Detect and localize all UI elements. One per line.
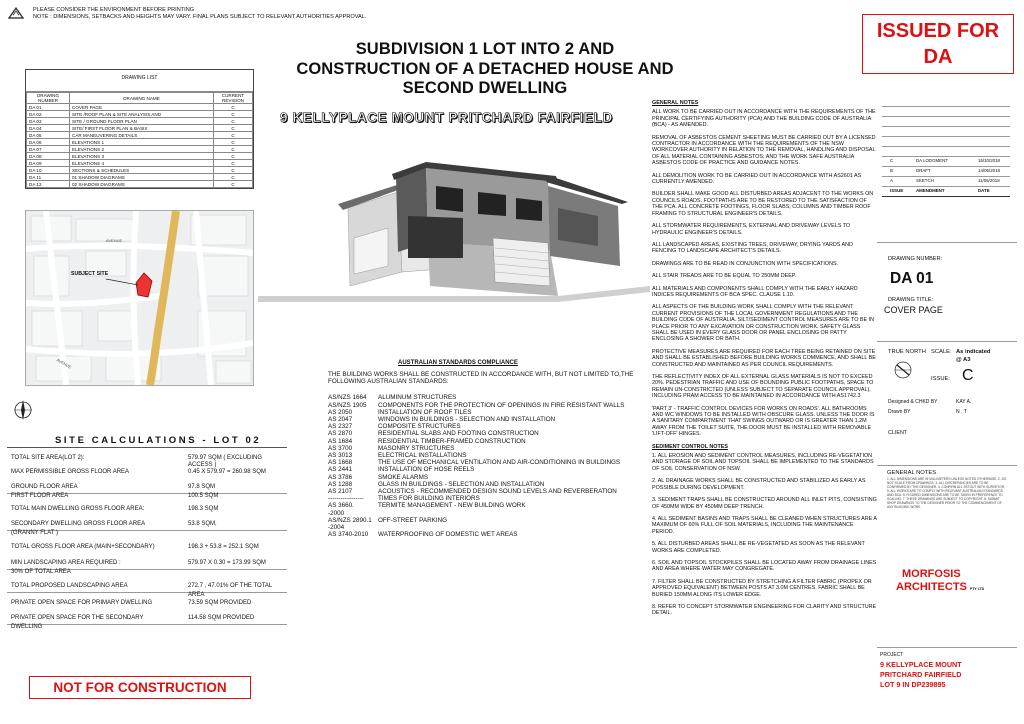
- table-row: [27, 153, 253, 160]
- calc-label: PRIVATE OPEN SPACE FOR THE SECONDARY: [11, 615, 144, 621]
- standard-description: OFF-STREET PARKING: [378, 516, 448, 524]
- drawing-number-cell: DA 03: [27, 118, 70, 125]
- drawing-title: COVER PAGE: [884, 305, 943, 315]
- firm-name-line-2: ARCHITECTS: [896, 581, 967, 593]
- page-title: [250, 40, 720, 99]
- aus-standards-list: [328, 371, 653, 538]
- aus-standards-intro: THE BUILDING WORKS SHALL BE CONSTRUCTED IN ACCORDANCE WITH, BUT NOT LIMITED TO,THE FOLLOWING AUSTRALIAN STANDARDS:: [328, 371, 634, 386]
- standard-code: AS 3013: [328, 452, 353, 460]
- list-item: [328, 524, 653, 531]
- standard-description: ALUMINUM STRUCTURES: [378, 394, 457, 402]
- divider: [877, 647, 1017, 648]
- revision-issue: A: [890, 178, 893, 183]
- standard-description: TIMES FOR BUILDING INTERIORS: [378, 495, 480, 503]
- table-row: [7, 624, 287, 630]
- drawing-name-cell: CAR MANEUVERING DETAILS: [70, 132, 214, 139]
- drawing-name-cell: SITE / GROUND FLOOR PLAN: [70, 118, 214, 125]
- calc-label: MAX PERMISSIBLE GROSS FLOOR AREA: [11, 469, 130, 475]
- note-paragraph: ALL WORK TO BE CARRIED OUT IN ACCORDANCE WITH THE REQUIREMENTS OF THE PRINCIPAL CERTIFYING AUTHORITY (PCA) AND THE BUILDING CODE OF AUSTRALIA (BCA) - AS AMENDED.: [652, 109, 876, 129]
- title-line-2: CONSTRUCTION OF A DETACHED HOUSE AND: [296, 59, 674, 78]
- table-row: [27, 104, 253, 111]
- issue-value: C: [962, 367, 974, 384]
- note-paragraph: ALL ASPECTS OF THE BUILDING WORK SHALL COMPLY WITH THE RELEVANT CURRENT PROVISIONS OF THE LOCAL GOVERNMENT REGULATIONS AND THE BUILDING CODE OF AUSTRALIA. SILT/SEDIMENT CONTROL MEASURES ARE TO BE IN PLACE PRIOR TO ANY EXCAVATION OR CONSTRUCTION WORK. SAFETY GLASS SHALL BE USED IN EVERY GLASS DOOR OR PANEL ENCLOSING OR PATTY ENCLOSING A SHOWER OR BATH.: [652, 304, 874, 343]
- calc-label: 30% OF TOTAL AREA: [11, 569, 71, 575]
- sediment-note: 2. AL DRAINAGE WORKS SHALL BE CONSTRUCTED AND STABILIZED AS EARLY AS POSSIBLE DURING DEVELOPMENT.: [652, 478, 866, 491]
- scale-value: As indicated: [956, 349, 991, 355]
- standard-description: ACOUSTICS - RECOMMENDED DESIGN SOUND LEVELS AND REVERBERATION: [378, 488, 617, 496]
- table-row: [27, 111, 253, 118]
- project-line-3: LOT 9 IN DP239895: [880, 680, 946, 689]
- divider: [877, 465, 1017, 466]
- scale-label: SCALE:: [931, 349, 952, 355]
- revision-issue: C: [890, 158, 894, 163]
- list-item: [328, 409, 653, 416]
- revision-cell: C: [214, 181, 253, 188]
- drawing-name-cell: 01 SHADOW DIAGRAMS: [70, 174, 214, 181]
- sediment-notes-heading: SEDIMENT CONTROL NOTES: [652, 443, 728, 450]
- note-paragraph: THE REFLECTIVITY INDEX OF ALL EXTERNAL GLASS MATERIALS IS NOT TO EXCEED 20%. PEDESTRIAN TRAFFIC AND USE OF BOUNDING PUBLIC FOOTPATHS, SPACE TO REMAIN UN-CONSTRICTED (UNLESS SUBJECT TO SEPARATE COUNCIL APPROVAL), INCLUDING PRAM ACCESS TO BE MAINTAINED IN ACCORDANCE WITH AS1742.3: [652, 374, 874, 400]
- standard-code: AS 3700: [328, 444, 353, 452]
- calc-label: SECONDARY DWELLING GROSS FLOOR AREA: [11, 521, 146, 527]
- drawing-number-cell: DA 10: [27, 167, 70, 174]
- list-item: [328, 445, 653, 452]
- standard-description: THE USE OF MECHANICAL VENTILATION AND AIR-CONDITIONING IN BUILDINGS: [378, 459, 621, 467]
- table-row: [27, 146, 253, 153]
- environment-note: PLEASE CONSIDER THE ENVIRONMENT BEFORE PRINTING: [33, 7, 195, 13]
- drawing-list: [25, 69, 254, 189]
- calc-value: 198.3 SQM: [188, 506, 219, 512]
- not-for-construction-stamp: NOT FOR CONSTRUCTION: [29, 676, 251, 699]
- title-line-1: SUBDIVISION 1 LOT INTO 2 AND: [355, 40, 615, 58]
- list-item: [328, 430, 653, 437]
- drawing-number-cell: DA 06: [27, 139, 70, 146]
- drawing-number-cell: DA 05: [27, 132, 70, 139]
- revision-cell: C: [214, 160, 253, 167]
- list-item: [328, 474, 653, 481]
- firm-name-line-1: MORFOSIS: [902, 568, 961, 580]
- project-details: [880, 660, 962, 690]
- revision-cell: C: [214, 132, 253, 139]
- calc-value: 100.5 SQM: [188, 493, 219, 499]
- note-paragraph: REMOVAL OF ASBESTOS CEMENT SHEETING MUST BE CARRIED OUT BY A LICENSED CONTRACTOR IN ACCORDANCE WITH THE REQUIREMENTS OF THE NSW WORKCOVER AUTHORITY IN RELATION TO THE REMOVAL, HANDLING AND DISPOSAL OF ALL MATERIAL CONTAINING ASBESTOS; AND THE WORK SAFE AUSTRALIA ASBESTOS CODE OF PRACTICE AND GUIDANCE NOTES.: [652, 134, 876, 167]
- standard-code: AS 1684: [328, 437, 353, 445]
- revision-date: 14/05/2018: [978, 168, 1000, 173]
- standard-description: RESIDENTIAL SLABS AND FOOTING CONSTRUCTION: [378, 430, 539, 438]
- list-item: [328, 416, 653, 423]
- aus-standards-heading: AUSTRALIAN STANDARDS COMPLIANCE: [398, 360, 518, 366]
- calc-label: TOTAL SITE AREA(LOT 2):: [11, 455, 85, 461]
- firm-suffix: PTY LTD: [969, 587, 985, 591]
- calc-value: 579.97 SQM ( EXCLUDING ACCESS ): [188, 455, 263, 468]
- calc-value: 272.7 , 47.01% OF THE TOTAL: [188, 583, 273, 589]
- firm-logo: [896, 568, 984, 596]
- list-item: [328, 438, 653, 445]
- designed-by: KAY A.: [956, 399, 972, 405]
- standard-code: AS 2327: [328, 423, 353, 431]
- col-drawing-name: DRAWING NAME: [70, 93, 214, 104]
- note-paragraph: ALL LANDSCAPED AREAS, EXISTING TREES, DRIVEWAY, DRYING YARDS AND FENCING TO LANDSCAPE ARCHITECT'S DETAILS.: [652, 241, 853, 255]
- dimension-note: NOTE : DIMENSIONS, SETBACKS AND HEIGHTS MAY VARY. FINAL PLANS SUBJECT TO RELEVANT AUTHORITIES APPROVAL.: [33, 14, 367, 20]
- drawing-number-cell: DA 04: [27, 125, 70, 132]
- drawing-number: DA 01: [890, 270, 934, 287]
- revision-cell: C: [214, 153, 253, 160]
- revision-cell: C: [214, 111, 253, 118]
- table-row: [27, 139, 253, 146]
- designed-label: Designed & CHKD BY: [888, 399, 938, 405]
- project-address: 9 KELLYPLACE MOUNT PRITCHARD FAIRFIELD: [280, 110, 613, 125]
- calc-value: 198.3 + 53.8 = 252.1 SQM: [188, 544, 259, 550]
- drawing-name-cell: SITE/ FIRST FLOOR PLAN & BASIX: [70, 125, 214, 132]
- calc-label: TOTAL PROPOSED LANDSCAPING AREA: [11, 583, 128, 589]
- revision-cell: C: [214, 118, 253, 125]
- house-render-image: [258, 146, 650, 346]
- revision-date: 16/10/2018: [978, 158, 1000, 163]
- street-label: AVENUE: [55, 357, 73, 370]
- revision-header: ISSUE AMENDMENT DATE: [882, 186, 1010, 197]
- drawing-list-table: [26, 92, 253, 188]
- drawing-name-cell: COVER PAGE: [70, 104, 214, 111]
- revision-cell: C: [214, 167, 253, 174]
- issued-line-1: ISSUED FOR: [876, 20, 1000, 42]
- divider: [877, 341, 1017, 342]
- drawing-number-cell: DA 01: [27, 104, 70, 111]
- standard-code: AS 1288: [328, 480, 353, 488]
- note-paragraph: 'PART 3' - TRAFFIC CONTROL DEVICES FOR WORKS ON ROADS'. ALL BATHROOMS AND WC WINDOWS TO BE INSTALLED WITH OBSCURE GLASS. UNLESS THE DOOR IS A SANITARY COMPARTMENT THAT SWINGS OUTWARD OR IS GREATER THAN 1.2M AWAY FROM THE TOILET SUITE, THE DOOR MUST BE INSTALLED WITH REMOVABLE 'LIFT-OFF' HINGES.: [652, 405, 875, 438]
- location-map: [25, 210, 254, 386]
- drawing-number-cell: DA 07: [27, 146, 70, 153]
- note-paragraph: ALL STAIR TREADS ARE TO BE EQUAL TO 250MM DEEP.: [652, 273, 797, 280]
- revision-amend: DRAFT: [916, 168, 931, 173]
- north-arrow-icon: [12, 398, 34, 422]
- revision-cell: C: [214, 146, 253, 153]
- drawing-list-heading: DRAWING LIST: [26, 70, 253, 92]
- table-row: [7, 493, 287, 499]
- calc-value: 114.58 SQM PROVIDED: [188, 615, 255, 621]
- subject-site-label: SUBJECT SITE: [71, 271, 109, 277]
- standard-code: AS/NZS 1905: [328, 401, 367, 409]
- revision-date: 11/05/2018: [978, 178, 1000, 183]
- standard-code: AS 2107: [328, 488, 353, 496]
- list-item: [328, 495, 653, 502]
- standard-description: WINDOWS IN BUILDINGS - SELECTION AND INSTALLATION: [378, 416, 556, 424]
- project-label: PROJECT: [880, 652, 904, 658]
- calc-value: 53.8 SQM,: [188, 521, 217, 527]
- table-row: [7, 530, 287, 536]
- issued-line-2: DA: [923, 46, 953, 68]
- general-notes-heading: GENERAL NOTES: [652, 100, 699, 106]
- paper-size: @ A3: [956, 357, 971, 363]
- standard-description: COMPOSITE STRUCTURES: [378, 423, 461, 431]
- list-item: [328, 466, 653, 473]
- standard-description: WATERPROOFING OF DOMESTIC WET AREAS: [378, 531, 518, 539]
- drawn-by: N . T: [956, 409, 967, 415]
- drawing-name-cell: SITE /ROOF PLAN & SITE ANALYSIS AND: [70, 111, 214, 118]
- standard-description: COMPONENTS FOR THE PROTECTION OF OPENINGS IN FIRE RESISTANT WALLS: [378, 401, 625, 409]
- revision-cell: C: [214, 139, 253, 146]
- table-row: [27, 125, 253, 132]
- list-item: [328, 531, 653, 538]
- revision-cell: C: [214, 174, 253, 181]
- note-paragraph: ALL STORMWATER REQUIREMENTS, EXTERNAL AND DRIVEWAY LEVELS TO HYDRAULIC ENGINEER'S DETAILS.: [652, 223, 851, 236]
- revision-cell: C: [214, 125, 253, 132]
- drawing-number-label: DRAWING NUMBER:: [888, 256, 943, 262]
- standard-description: RESIDENTIAL TIMBER-FRAMED CONSTRUCTION: [378, 437, 526, 445]
- note-paragraph: ALL MATERIALS AND COMPONENTS SHALL COMPLY WITH THE EARLY HAZARD INDICES REQUIREMENTS OF BCA SPEC. CLAUSE 1.10.: [652, 285, 858, 298]
- standard-code: AS 2047: [328, 416, 353, 424]
- table-row: [27, 167, 253, 174]
- list-item: [328, 402, 653, 409]
- drawing-title-label: DRAWING TITLE:: [888, 297, 934, 303]
- sediment-note: 7. FILTER SHALL BE CONSTRUCTED BY STRETCHING A FILTER FABRIC (PROPEX OR APPROVED EQUIVALENT) BETWEEN POSTS AT 3.0M CENTRES. FABRIC SHALL BE BURIED 150MM ALONG ITS LOWER EDGE.: [652, 578, 872, 598]
- sediment-note: 8. REFER TO CONCEPT STORMWATER ENGINEERING FOR CLARITY AND STRUCTURE DETAIL.: [652, 603, 877, 617]
- issue-label: ISSUE:: [931, 376, 951, 382]
- revision-cell: C: [214, 104, 253, 111]
- standard-description: INSTALLATION OF HOSE REELS: [378, 466, 475, 474]
- note-paragraph: ALL DEMOLITION WORK TO BE CARRIED OUT IN ACCORDANCE WITH AS2601 AS CURRENTLY AMENDED.: [652, 172, 862, 186]
- revision-issue: B: [890, 168, 893, 173]
- col-drawing-number: DRAWING NUMBER: [27, 93, 70, 104]
- col-current-revision: CURRENT REVISION: [214, 93, 253, 104]
- standard-code: AS 2441: [328, 466, 353, 474]
- list-item: [328, 452, 653, 459]
- table-row: [27, 160, 253, 167]
- standard-code: AS 2870: [328, 430, 353, 438]
- list-item: [328, 502, 653, 509]
- standard-code: AS 2050: [328, 408, 353, 416]
- drawing-name-cell: ELEVATIONS 3: [70, 153, 214, 160]
- title-block-notes-heading: GENERAL NOTES: [887, 470, 937, 476]
- calc-label: (GRANNY FLAT ): [11, 530, 59, 536]
- revision-amend: SKETCH: [916, 178, 934, 183]
- top-note: [33, 7, 366, 21]
- calc-label: MIN LANDSCAPING AREA REQUIRED :: [11, 560, 121, 566]
- note-paragraph: BUILDER SHALL MAKE GOOD ALL DISTURBED AREAS ADJACENT TO THE WORKS ON COUNCILS ROADS. FOOTPATHS ARE TO BE RESTORED TO THE SATISFACTION OF THE PCA. ALL CONCRETE FOOTINGS, FLOOR SLABS, COLUMNS AND TIMBER ROOF FRAMING TO STRUCTURAL ENGINEER'S DETAILS.: [652, 191, 874, 217]
- street-label: AVENUE: [106, 238, 123, 243]
- standard-description: INSTALLATION OF ROOF TILES: [378, 408, 472, 416]
- revision-amend: DA LODGMENT: [916, 158, 948, 163]
- table-row: [27, 181, 253, 188]
- standard-code: AS 3740-2010: [328, 531, 369, 539]
- client-label: CLIENT: [888, 430, 908, 436]
- revision-table: [882, 96, 1010, 206]
- calc-label: TOTAL MAIN DWELLING GROSS FLOOR AREA:: [11, 506, 145, 512]
- list-item: [328, 481, 653, 488]
- drawn-label: Drawn BY: [888, 409, 911, 415]
- drawing-name-cell: SECTIONS & SCHEDULES: [70, 167, 214, 174]
- note-paragraph: PROTECTIVE MEASURES ARE REQUIRED FOR EACH TREE BEING RETAINED ON SITE AND SHALL BE ESTABLISHED BEFORE BUILDING WORKS COMMENCE, AND SHALL BE CONSTRUCTED AND MAINTAINED AS PER COUNCIL REQUIREMENTS.: [652, 348, 876, 368]
- standard-code: -2004: [328, 524, 345, 532]
- standard-description: MASONRY STRUCTURES: [378, 444, 455, 452]
- divider: [877, 242, 1017, 243]
- sediment-note: 4. ALL SEDIMENT BASINS AND TRAPS SHALL BE CLEANED WHEN STRUCTURES ARE A MAXIMUM OF 60% FULL OF SOIL MATERIALS, INCLUDING THE MAINTENANCE PERIOD.: [652, 515, 877, 535]
- drawing-number-cell: DA 08: [27, 153, 70, 160]
- calc-label: GROUND FLOOR AREA: [11, 484, 78, 490]
- title-block-notes: 1. ALL DIMENSIONS ARE IN MILLIMETERS UNLESS NOTED OTHERWISE. 2. DO NOT SCALE FROM DRAWINGS. 3. ALL DISCREPANCIES ARE TO BE CONFIRMED BY THE DESIGNER. 4. CONFIRM ALL SETOUT WITH SURVEYOR. 5. ALL WORKS ARE TO COMPLY WITH RELEVANT AUSTRALIAN STANDARDS AND BCA. 6. FIGURED DIMENSIONS ARE TO BE TAKEN IN PREFERENCE TO SCALING. 7. THESE DRAWINGS ARE SUBJECT TO COPYRIGHT. 8. SUBMIT SHOP DRAWINGS TO THE DESIGNER PRIOR TO THE COMMENCEMENT OF ANY BUILDING WORK.: [887, 477, 1007, 509]
- standard-description: ELECTRICAL INSTALLATIONS: [378, 452, 467, 460]
- sediment-note: 1. ALL EROSION AND SEDIMENT CONTROL MEASURES, INCLUDING RE-VEGETATION AND STORAGE OF SOIL AND TOPSOIL SHALL BE IMPLEMENTED TO THE STANDARDS OF SOIL CONSERVATION OF NSW.: [652, 453, 874, 472]
- drawing-name-cell: ELEVATIONS 2: [70, 146, 214, 153]
- drawing-name-cell: ELEVATIONS 1: [70, 139, 214, 146]
- drawing-number-cell: DA 09: [27, 160, 70, 167]
- standard-code: AS/NZS 2890.1: [328, 516, 372, 524]
- calc-value: 579.97 X 0.30 = 173.99 SQM: [188, 560, 266, 566]
- drawing-number-cell: DA 02: [27, 111, 70, 118]
- calc-value: AREA: [188, 592, 205, 598]
- standard-code: -2000: [328, 509, 345, 517]
- list-item: [328, 394, 653, 401]
- standard-code: AS 3786: [328, 473, 353, 481]
- standard-code: -----------------: [328, 495, 364, 503]
- calc-label: FIRST FLOOR AREA: [11, 493, 69, 499]
- calc-value: 73.59 SQM PROVIDED: [188, 600, 252, 606]
- site-calculations-table: [7, 447, 287, 638]
- calc-value: 97.8 SQM: [188, 484, 216, 490]
- calc-label: PRIVATE OPEN SPACE FOR PRIMARY DWELLING: [11, 600, 153, 606]
- issued-for-da-stamp: [862, 14, 1014, 74]
- table-row: [7, 569, 287, 575]
- list-item: [328, 488, 653, 495]
- standard-code: AS/NZS 1664: [328, 394, 367, 402]
- table-row: [27, 174, 253, 181]
- sediment-note: 6. SOIL AND TOPSOIL STOCKPILES SHALL BE LOCATED AWAY FROM DRAINAGE LINES AND AREA WHERE WATER MAY CONGREGATE.: [652, 559, 877, 573]
- list-item: [328, 459, 653, 466]
- calc-value: 0.45 X 579.97 = 260.98 SQM: [188, 469, 266, 475]
- list-item: [328, 423, 653, 430]
- calc-label: DWELLING: [11, 624, 43, 630]
- table-row: [27, 132, 253, 139]
- recycle-leaf-icon: [7, 6, 25, 20]
- list-item: [328, 510, 653, 517]
- drawing-name-cell: 02 SHADOW DIAGRAMS: [70, 181, 214, 188]
- calc-label: TOTAL GROSS FLOOR AREA (MAIN+SECONDARY): [11, 544, 155, 550]
- general-notes: [652, 100, 877, 623]
- drawing-number-cell: DA 11: [27, 174, 70, 181]
- sediment-note: 3. SEDIMENT TRAPS SHALL BE CONSTRUCTED AROUND ALL INLET PITS, CONSISTING OF 450MM WIDE BY 450MM DEEP TRENCH.: [652, 497, 877, 510]
- standard-code: AS 3660.: [328, 502, 354, 510]
- table-row: [7, 592, 287, 598]
- project-line-2: PRITCHARD FAIRFIELD: [880, 670, 962, 679]
- standard-description: SMOKE ALARMS: [378, 473, 429, 481]
- title-line-3: SECOND DWELLING: [402, 79, 568, 98]
- true-north-label: TRUE NORTH: [888, 349, 926, 355]
- standard-description: GLASS IN BUILDINGS - SELECTION AND INSTALLATION: [378, 480, 545, 488]
- true-north-arrow-icon: [893, 360, 913, 380]
- site-calc-heading: SITE CALCULATIONS - LOT 02: [55, 435, 262, 446]
- project-line-1: 9 KELLYPLACE MOUNT: [880, 660, 962, 669]
- table-row: [27, 118, 253, 125]
- note-paragraph: DRAWINGS ARE TO BE READ IN CONJUNCTION WITH SPECIFICATIONS.: [652, 260, 839, 267]
- standard-code: AS 1668: [328, 459, 353, 467]
- list-item: [328, 517, 653, 524]
- standard-description: TERMITE MANAGEMENT - NEW BUILDING WORK: [378, 502, 526, 510]
- drawing-number-cell: DA 12: [27, 181, 70, 188]
- sediment-note: 5. ALL DISTURBED AREAS SHALL BE RE-VEGETATED AS SOON AS THE RELEVANT WORKS ARE COMPLETED.: [652, 541, 865, 554]
- drawing-name-cell: ELEVATIONS 4: [70, 160, 214, 167]
